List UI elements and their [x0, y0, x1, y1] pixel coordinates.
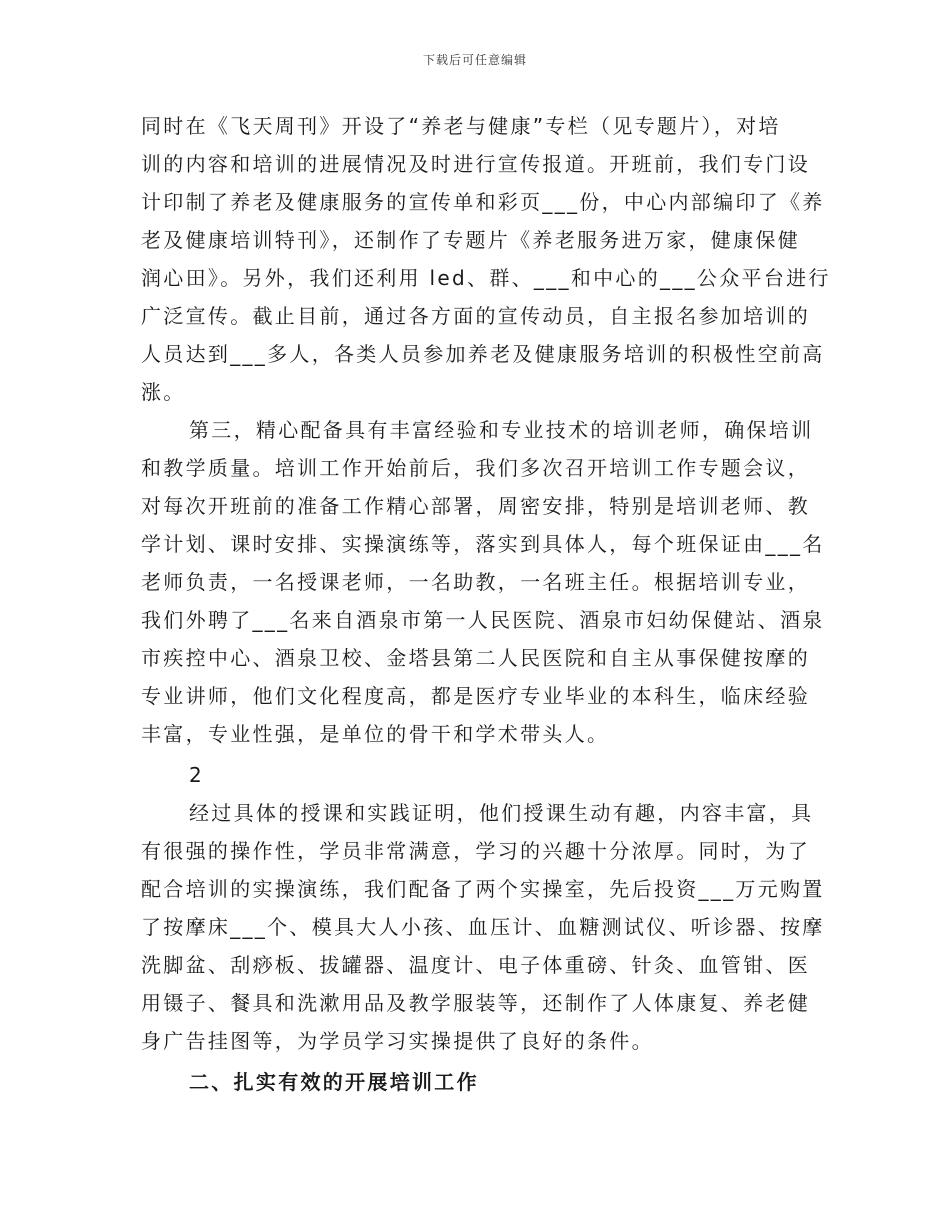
text-line: 洗脚盆、刮痧板、拔罐器、温度计、电子体重磅、针灸、血管钳、医 [141, 953, 810, 977]
section-heading [141, 1063, 813, 1101]
text-line: 市疾控中心、酒泉卫校、金塔县第二人民医院和自主从事保健按摩的 [141, 646, 810, 670]
text-line: 训的内容和培训的进展情况及时进行宣传报道。开班前，我们专门设 [141, 152, 810, 176]
text-line: 用镊子、餐具和洗漱用品及教学服装等，还制作了人体康复、养老健 [141, 991, 810, 1015]
text-line: 老及健康培训特刊》，还制作了专题片《养老服务进万家，健康保健 [141, 228, 800, 252]
text-line: 配合培训的实操演练，我们配备了两个实操室，先后投资___万元购置 [141, 877, 825, 901]
text-line: 专业讲师，他们文化程度高，都是医疗专业毕业的本科生，临床经验 [141, 684, 810, 708]
text-line: 经过具体的授课和实践证明，他们授课生动有趣，内容丰富，具 [189, 801, 814, 825]
text-line: 老师负责，一名授课老师，一名助教，一名班主任。根据培训专业， [141, 570, 810, 594]
text-line: 学计划、课时安排、实操演练等，落实到具体人，每个班保证由___名 [141, 532, 825, 556]
section-heading-text: 二、扎实有效的开展培训工作 [189, 1070, 479, 1094]
text-line: 涨。 [141, 380, 186, 404]
paragraph-practice [141, 794, 825, 1060]
text-line: 广泛宣传。截止目前，通过各方面的宣传动员，自主报名参加培训的 [141, 304, 810, 328]
text-line: 丰富，专业性强，是单位的骨干和学术带头人。 [141, 722, 610, 746]
page-header: 下载后可任意编辑 [422, 53, 527, 67]
page-number [141, 756, 813, 794]
text-line: 了按摩床___个、模具大人小孩、血压计、血糖测试仪、听诊器、按摩 [141, 915, 825, 939]
text-line: 对每次开班前的准备工作精心部署，周密安排，特别是培训老师、教 [141, 494, 810, 518]
text-line: 和教学质量。培训工作开始前后，我们多次召开培训工作专题会议， [141, 456, 810, 480]
text-line: 身广告挂图等，为学员学习实操提供了良好的条件。 [141, 1029, 654, 1053]
paragraph-teachers [141, 411, 825, 753]
text-line: 同时在《飞天周刊》开设了“养老与健康”专栏（见专题片），对培 [141, 114, 781, 138]
text-line: 第三，精心配备具有丰富经验和专业技术的培训老师，确保培训 [189, 418, 814, 442]
text-line: 有很强的操作性，学员非常满意，学习的兴趣十分浓厚。同时，为了 [141, 839, 810, 863]
text-line: 我们外聘了___名来自酒泉市第一人民医院、酒泉市妇幼保健站、酒泉 [141, 608, 825, 632]
document-body [141, 107, 831, 1101]
text-line: 人员达到___多人，各类人员参加养老及健康服务培训的积极性空前高 [141, 342, 825, 366]
text-line: 计印制了养老及健康服务的宣传单和彩页___份，中心内部编印了《养 [141, 190, 825, 214]
paragraph-publicity [141, 107, 831, 411]
page-number-text: 2 [189, 763, 202, 787]
text-line: 润心田》。另外，我们还利用 led、群、___和中心的___公众平台进行 [141, 266, 831, 290]
